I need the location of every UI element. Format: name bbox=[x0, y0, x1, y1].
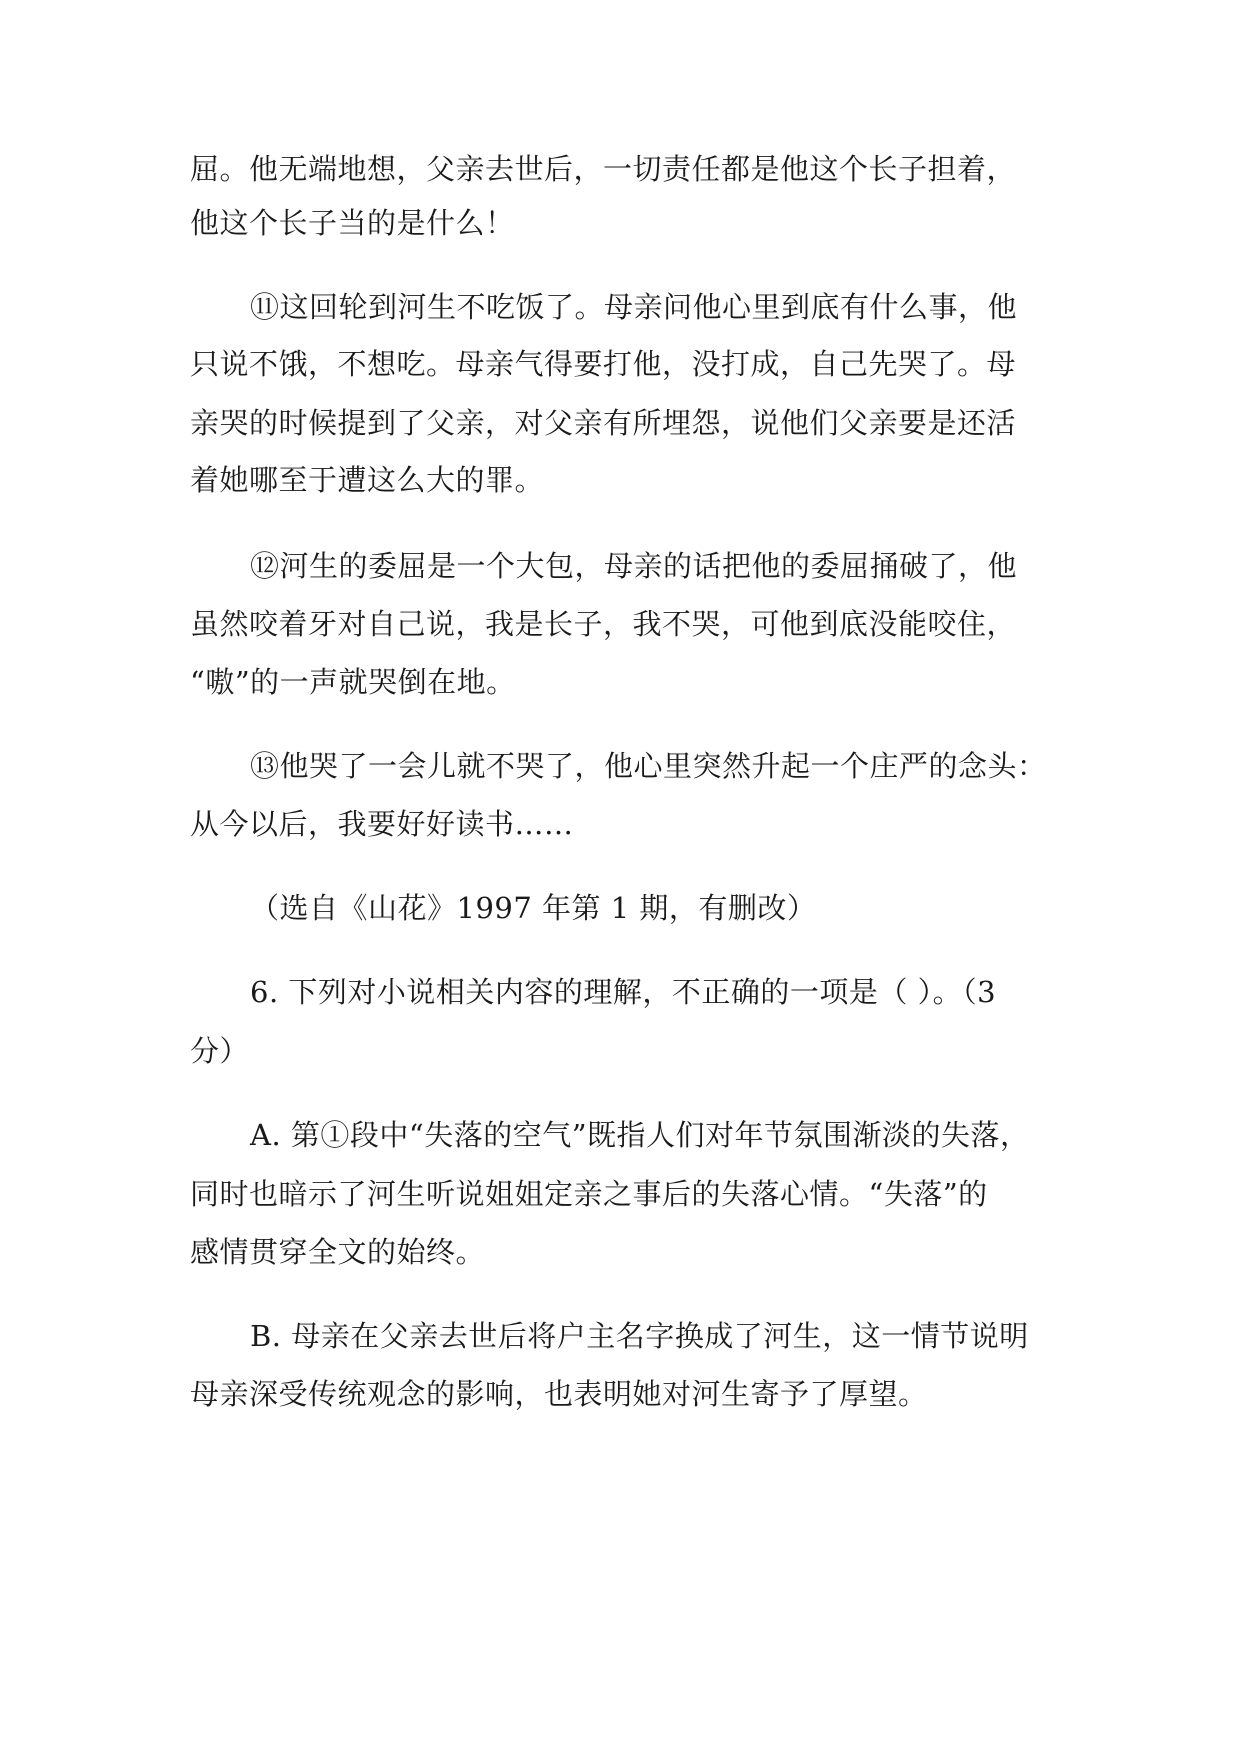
question-6-line: 分） bbox=[190, 1034, 250, 1068]
text-line: 他这个长子当的是什么！ bbox=[190, 206, 515, 240]
paragraph-12-line: “嗷”的一声就哭倒在地。 bbox=[190, 665, 516, 699]
source-citation: （选自《山花》1997 年第 1 期，有删改） bbox=[250, 891, 817, 925]
paragraph-12-line: 虽然咬着牙对自己说，我是长子，我不哭，可他到底没能咬住， bbox=[190, 607, 1017, 641]
paragraph-11-line: 亲哭的时候提到了父亲，对父亲有所埋怨，说他们父亲要是还活 bbox=[190, 406, 1017, 440]
option-a-line: 感情贯穿全文的始终。 bbox=[190, 1235, 486, 1269]
question-6-line: 6. 下列对小说相关内容的理解，不正确的一项是（ ）。（3 bbox=[250, 975, 997, 1009]
paragraph-13-line: 从今以后，我要好好读书…… bbox=[190, 807, 574, 841]
paragraph-11-line: ⑪这回轮到河生不吃饭了。母亲问他心里到底有什么事，他 bbox=[250, 290, 1018, 324]
paragraph-12-line: ⑫河生的委屈是一个大包，母亲的话把他的委屈捅破了，他 bbox=[250, 549, 1018, 583]
option-b-line: 母亲深受传统观念的影响，也表明她对河生寄予了厚望。 bbox=[190, 1377, 928, 1411]
option-a-line: 同时也暗示了河生听说姐姐定亲之事后的失落心情。“失落”的 bbox=[190, 1177, 988, 1211]
paragraph-11-line: 着她哪至于遭这么大的罪。 bbox=[190, 463, 545, 497]
option-a-line: A. 第①段中“失落的空气”既指人们对年节氛围渐淡的失落， bbox=[250, 1118, 1030, 1152]
text-line: 屈。他无端地想，父亲去世后，一切责任都是他这个长子担着， bbox=[190, 152, 1017, 186]
paragraph-11-line: 只说不饿，不想吃。母亲气得要打他，没打成，自己先哭了。母 bbox=[190, 347, 1017, 381]
paragraph-13-line: ⑬他哭了一会儿就不哭了，他心里突然升起一个庄严的念头： bbox=[250, 749, 1047, 783]
option-b-line: B. 母亲在父亲去世后将户主名字换成了河生，这一情节说明 bbox=[250, 1319, 1029, 1353]
